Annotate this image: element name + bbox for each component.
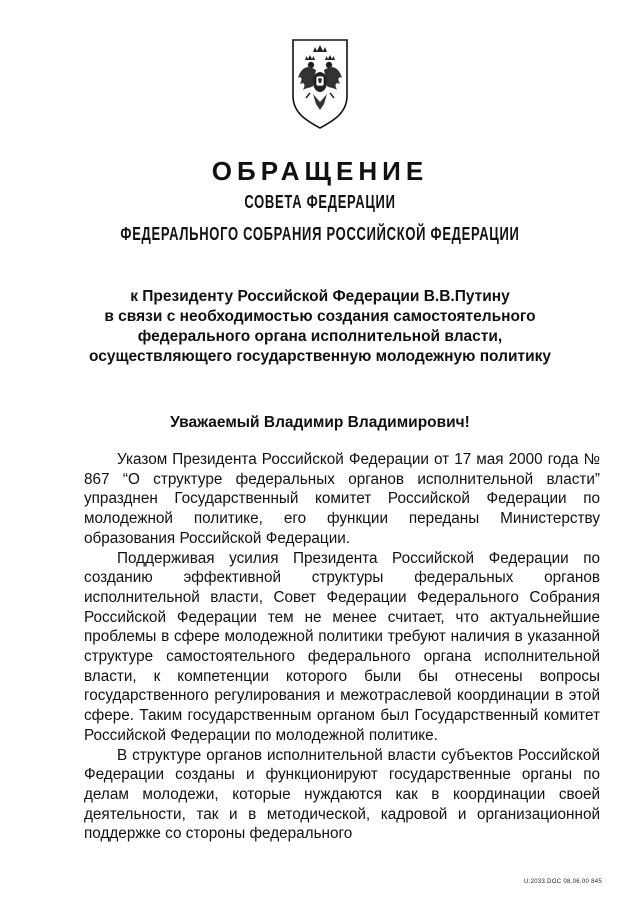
subject-block	[40, 287, 600, 367]
body-paragraph-2: Поддерживая усилия Президента Российской Федерации по созданию эффективной структуры федеральных органов исполнительной власти, Совет Федерации Федерального Собрания Российской Федерации тем не менее считает, что актуальнейшие проблемы в сфере молодежной политики требуют наличия в указанной структуре самостоятельного федерального органа исполнительной власти, к компетенции которого были бы отнесены вопросы государственного регулирования и межотраслевой координации в этой сфере. Таким государственным органом был Государственный комитет Российской Федерации по молодежной политике.	[84, 549, 600, 744]
body-text	[84, 450, 600, 844]
body-paragraph-1: Указом Президента Российской Федерации от 17 мая 2000 года № 867 “О структуре федеральных органов исполнительной власти” упразднен Государственный комитет Российской Федерации по молодежной политике, его функции переданы Министерству образования Российской Федерации.	[84, 451, 600, 547]
document-file-code: U:2033.DOC 08.06.00 845	[524, 879, 602, 885]
body-paragraph-3: В структуре органов исполнительной власти субъектов Российской Федерации созданы и функционируют государственные органы по делам молодежи, которые нуждаются как в координации своей деятельности, так и в методической, кадровой и организационной поддержке со стороны федерального	[84, 746, 600, 843]
issuer-line-2: ФЕДЕРАЛЬНОГО СОБРАНИЯ РОССИЙСКОЙ ФЕДЕРАЦИИ	[120, 224, 520, 244]
subject-line-1: к Президенту Российской Федерации В.В.Путину	[130, 288, 510, 305]
issuer-line-1: СОВЕТА ФЕДЕРАЦИИ	[244, 192, 396, 212]
document-title: ОБРАЩЕНИЕ	[211, 156, 429, 186]
salutation: Уважаемый Владимир Владимирович!	[170, 414, 470, 431]
subject-line-3: федерального органа исполнительной власти,	[137, 328, 503, 345]
subject-line-4: осуществляющего государственную молодежную политику	[88, 348, 552, 365]
subject-line-2: в связи с необходимостью создания самостоятельного	[104, 308, 536, 325]
coat-of-arms-icon	[291, 38, 349, 130]
